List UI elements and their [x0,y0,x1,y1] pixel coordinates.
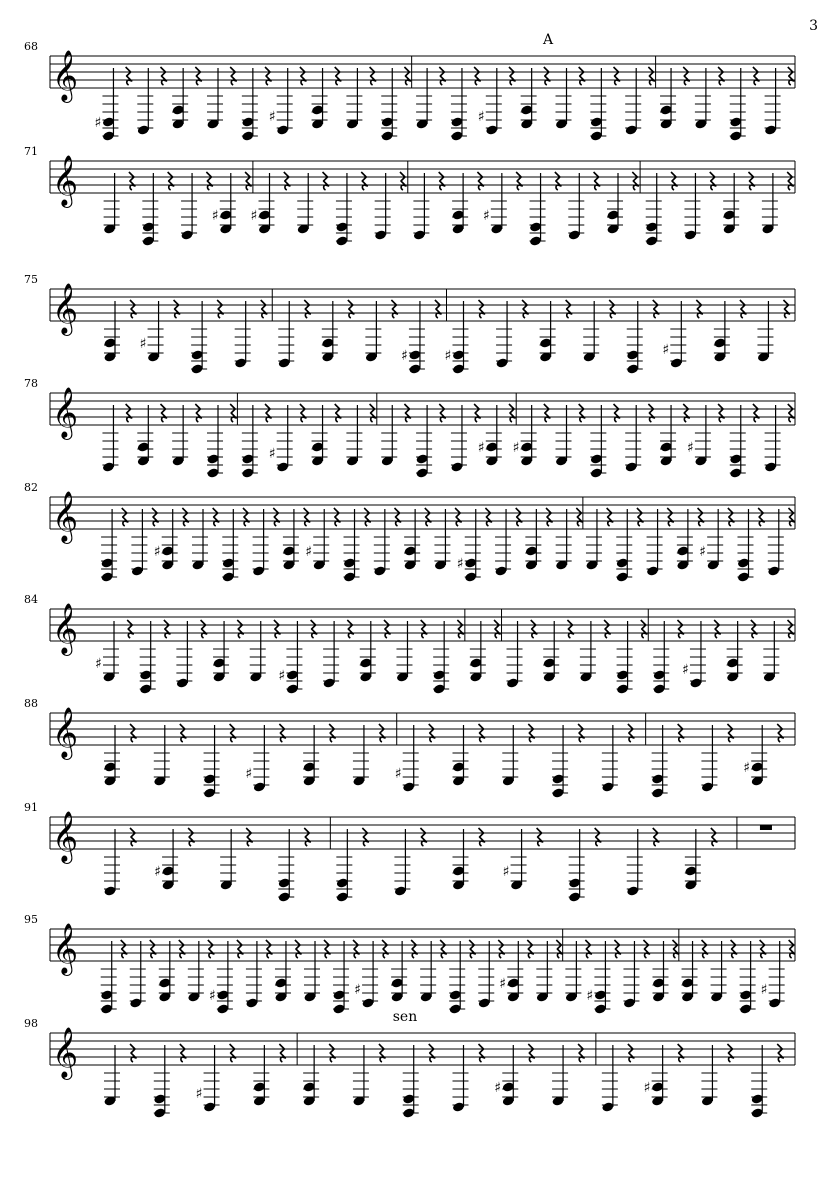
rest [284,172,290,190]
system [24,481,795,583]
rest [787,620,793,638]
sharp-sign: ♯ [154,864,161,880]
rest [361,172,367,190]
rest [643,940,649,958]
rehearsal-mark: sen [392,1009,418,1025]
rest [435,300,441,318]
rest [556,940,562,958]
rest [546,508,552,526]
rest [718,67,724,85]
system [24,377,795,479]
rest [758,508,764,526]
rest [243,508,249,526]
measure-number: 71 [24,145,38,158]
rest [439,67,445,85]
rest [731,940,737,958]
rest [382,940,388,958]
rest [777,1044,783,1062]
treble-clef-icon: 𝄞 [52,283,79,334]
rest [614,404,620,422]
rest [394,508,400,526]
sharp-sign: ♯ [686,440,694,456]
rest [753,67,759,85]
rest [304,828,310,846]
treble-clef-icon: 𝄞 [52,1027,79,1078]
sharp-sign: ♯ [477,440,485,456]
rest [485,508,491,526]
rest [477,172,483,190]
sharp-sign: ♯ [268,446,276,462]
rest [324,940,330,958]
rest [370,67,376,85]
sharp-sign: ♯ [681,662,689,678]
rest [334,508,340,526]
rest [246,828,252,846]
rest [474,404,480,422]
rest [696,300,702,318]
rest [727,1044,733,1062]
rest [740,300,746,318]
sharp-sign: ♯ [643,1080,651,1096]
sharp-sign: ♯ [477,109,485,125]
rest [509,67,515,85]
sharp-sign: ♯ [95,656,102,672]
rest [783,300,789,318]
rest [379,724,385,742]
rest [516,172,522,190]
rest [711,828,717,846]
sharp-sign: ♯ [494,1080,502,1096]
rest [678,1044,684,1062]
sharp-sign: ♯ [699,544,706,560]
measure-number: 75 [24,273,38,286]
rest [609,300,615,318]
rest [702,940,708,958]
system [24,697,795,799]
rest [213,508,219,526]
rest [788,508,794,526]
rest [555,172,561,190]
rehearsal-mark: A [542,32,554,48]
rest [528,1044,534,1062]
rest [760,940,766,958]
system [24,145,795,247]
rest [628,724,634,742]
rest [230,67,236,85]
rest [494,620,500,638]
rest [614,940,620,958]
rest [439,404,445,422]
sharp-sign: ♯ [250,208,258,224]
rest [648,67,654,85]
rest [265,67,271,85]
rest [777,724,783,742]
rest [632,172,638,190]
rest [404,67,410,85]
sharp-sign: ♯ [662,342,670,358]
rest [567,620,573,638]
rest [237,940,243,958]
sharp-sign: ♯ [211,208,219,224]
rest [335,404,341,422]
rest [121,940,127,958]
rest [304,508,310,526]
rest [457,620,463,638]
rest [579,404,585,422]
rest [245,172,251,190]
treble-clef-icon: 𝄞 [52,923,79,974]
rest [607,508,613,526]
rest [279,724,285,742]
rest [127,620,133,638]
rest [537,828,543,846]
system [24,40,795,142]
rest [678,724,684,742]
rest [648,404,654,422]
rest [727,724,733,742]
rest [718,404,724,422]
rest [528,724,534,742]
rest [425,508,431,526]
page-number: 3 [809,18,818,34]
rest [578,1044,584,1062]
rest [130,1044,136,1062]
rest [195,404,201,422]
rest [671,172,677,190]
rest [637,508,643,526]
whole-rest [760,825,772,830]
measure-number: 95 [24,913,38,926]
rest [748,172,754,190]
rest [566,300,572,318]
sharp-sign: ♯ [94,115,102,131]
system [24,273,795,375]
rest [150,940,156,958]
rest [295,940,301,958]
rest [509,404,515,422]
rest [628,1044,634,1062]
rest [479,828,485,846]
sharp-sign: ♯ [512,440,520,456]
rest [122,508,128,526]
rest [160,404,166,422]
rest [230,404,236,422]
rest [544,404,550,422]
rest [455,508,461,526]
rest [323,172,329,190]
sharp-sign: ♯ [354,982,361,998]
measure-number: 82 [24,481,38,494]
measure-number: 91 [24,801,38,814]
rest [710,172,716,190]
rest [230,724,236,742]
rest [379,1044,385,1062]
system [24,801,795,903]
rest [304,300,310,318]
rest [516,508,522,526]
sharp-sign: ♯ [278,668,286,684]
rest [364,508,370,526]
rest [789,940,795,958]
rest [160,67,166,85]
rest [728,508,734,526]
rest [751,620,757,638]
sharp-sign: ♯ [305,544,313,560]
rest [174,300,180,318]
rest [531,620,537,638]
sharp-sign: ♯ [456,556,464,572]
treble-clef-icon: 𝄞 [52,707,79,758]
rest [195,67,201,85]
rest [126,404,132,422]
rest [576,508,582,526]
system [24,1017,795,1119]
sharp-sign: ♯ [743,760,750,776]
rest [300,67,306,85]
rest [384,620,390,638]
rest [126,67,132,85]
treble-clef-icon: 𝄞 [52,387,79,438]
rest [474,67,480,85]
rest [168,172,174,190]
rest [206,172,212,190]
rest [300,404,306,422]
sharp-sign: ♯ [153,544,161,560]
rest [180,1044,186,1062]
sharp-sign: ♯ [586,988,594,1004]
rest [479,724,485,742]
rest [614,67,620,85]
rest [279,1044,285,1062]
rest [129,172,135,190]
rest [370,404,376,422]
sharp-sign: ♯ [502,864,510,880]
rest [329,724,335,742]
treble-clef-icon: 𝄞 [52,811,79,862]
rest [188,828,194,846]
rest [469,940,475,958]
rest [653,828,659,846]
rest [479,1044,485,1062]
rest [182,508,188,526]
treble-clef-icon: 𝄞 [52,155,79,206]
rest [683,404,689,422]
rest [429,1044,435,1062]
rest [498,940,504,958]
rest [353,940,359,958]
rest [788,404,794,422]
sharp-sign: ♯ [195,1086,203,1102]
rest [152,508,158,526]
rest [578,724,584,742]
rest [594,172,600,190]
sharp-sign: ♯ [400,348,408,364]
rest [544,67,550,85]
sharp-sign: ♯ [208,988,216,1004]
rest [130,300,136,318]
rest [201,620,207,638]
rest [653,300,659,318]
rest [667,508,673,526]
rest [604,620,610,638]
rest [274,620,280,638]
rest [404,404,410,422]
rest [479,300,485,318]
sharp-sign: ♯ [268,109,276,125]
sharp-sign: ♯ [760,982,768,998]
treble-clef-icon: 𝄞 [52,491,79,542]
rest [311,620,317,638]
measure-number: 78 [24,377,38,390]
rest [362,828,368,846]
rest [440,940,446,958]
rest [329,1044,335,1062]
rest [273,508,279,526]
sharp-sign: ♯ [394,766,402,782]
rest [585,940,591,958]
sharp-sign: ♯ [444,348,452,364]
treble-clef-icon: 𝄞 [52,50,79,101]
rest [130,724,136,742]
rest [421,620,427,638]
rest [347,620,353,638]
rest [579,67,585,85]
rest [522,300,528,318]
rest [527,940,533,958]
rest [391,300,397,318]
rest [348,300,354,318]
rest [753,404,759,422]
rest [265,404,271,422]
rest [230,1044,236,1062]
measure-number: 68 [24,40,38,53]
rest [787,172,793,190]
measure-number: 88 [24,697,38,710]
rest [420,828,426,846]
rest [714,620,720,638]
rest [429,724,435,742]
rest [180,724,186,742]
treble-clef-icon: 𝄞 [52,603,79,654]
rest [164,620,170,638]
rest [677,620,683,638]
sharp-sign: ♯ [139,336,147,352]
rest [641,620,647,638]
rest [266,940,272,958]
system [24,913,795,1015]
measure-number: 84 [24,593,38,606]
rest [672,940,678,958]
rest [400,172,406,190]
rest [595,828,601,846]
rest [788,67,794,85]
sharp-sign: ♯ [499,976,507,992]
music-systems [24,32,795,1119]
rest [179,940,185,958]
rest [217,300,223,318]
rest [130,828,136,846]
rest [439,172,445,190]
system [24,593,795,695]
rest [683,67,689,85]
rest [335,67,341,85]
rest [698,508,704,526]
rest [237,620,243,638]
sharp-sign: ♯ [482,208,490,224]
rest [411,940,417,958]
rest [208,940,214,958]
rest [261,300,267,318]
sharp-sign: ♯ [245,766,253,782]
measure-number: 98 [24,1017,38,1030]
